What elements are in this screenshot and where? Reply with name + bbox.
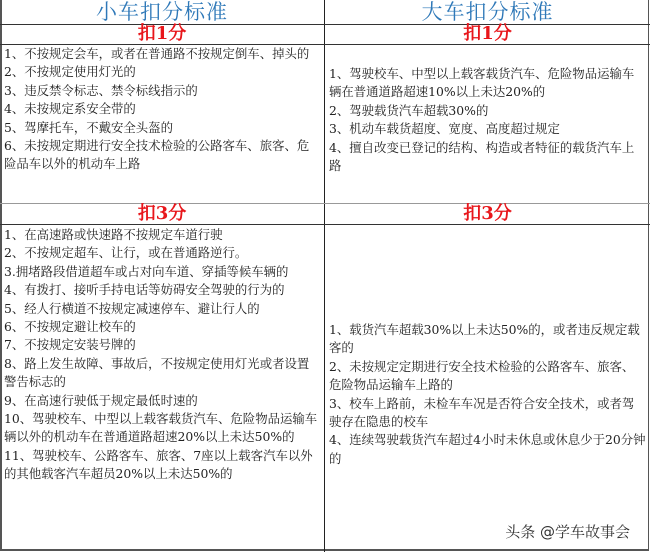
list-item: 7、不按规定安装号牌的 bbox=[4, 337, 136, 353]
list-item: 2、不按规定超车、让行，或在普通路逆行。 bbox=[4, 245, 248, 261]
large-car-1pt-list bbox=[325, 64, 650, 203]
list-item: 4、未按规定系安全带的 bbox=[4, 101, 136, 117]
list-item: 5、经人行横道不按规定减速停车、避让行人的 bbox=[4, 300, 260, 316]
list-item: 3.拥堵路段借道超车或占对向车道、穿插等候车辆的 bbox=[4, 263, 289, 279]
small-car-title: 小车扣分标准 bbox=[96, 0, 228, 24]
list-item: 1、载货汽车超载30%以上未达50%的，或者违反规定载客的 bbox=[329, 322, 640, 356]
list-item: 1、不按规定会车，或者在普通路不按规定倒车、掉头的 bbox=[4, 46, 310, 61]
list-item: 9、在高速行驶低于规定最低时速的 bbox=[4, 392, 198, 408]
list-item: 3、机动车载货超度、宽度、高度超过规定 bbox=[329, 121, 560, 137]
list-item: 8、路上发生故障、事故后，不按规定使用灯光或者设置警告标志的 bbox=[4, 355, 310, 390]
small-car-3pt-list bbox=[0, 225, 324, 550]
watermark: 头条 @学车故事会 bbox=[505, 523, 630, 541]
list-item: 11、驾驶校车、公路客车、旅客、7座以上载客汽车以外的其他载客汽车超员20%以上未达50%的 bbox=[4, 447, 313, 482]
small-car-1pt-label: 扣1分 bbox=[137, 23, 187, 44]
large-car-1pt-label: 扣1分 bbox=[463, 23, 512, 44]
list-item: 10、驾驶校车、中型以上载客载货汽车、危险物品运输车辆以外的机动车在普通道路超速20%以上未达50%的 bbox=[4, 411, 318, 445]
list-item: 4、有拨打、接听手持电话等妨碍安全驾驶的行为的 bbox=[4, 282, 285, 298]
list-item: 3、违反禁令标志、禁令标线指示的 bbox=[4, 82, 198, 98]
list-item: 1、在高速路或快速路不按规定车道行驶 bbox=[4, 227, 223, 242]
list-item: 3、校车上路前，未检车车况是否符合安全技术，或者驾驶存在隐患的校车 bbox=[329, 395, 635, 430]
list-item: 6、未按规定期进行安全技术检验的公路客车、旅客、危险品车以外的机动车上路 bbox=[4, 138, 310, 172]
small-car-1pt-list bbox=[0, 44, 324, 203]
large-car-title: 大车扣分标准 bbox=[421, 0, 554, 24]
list-item: 2、不按规定使用灯光的 bbox=[4, 64, 136, 80]
large-car-3pt-list bbox=[325, 320, 650, 520]
list-item: 4、擅自改变已登记的结构、构造或者特征的载货汽车上路 bbox=[329, 139, 635, 174]
list-item: 5、驾摩托车，不戴安全头盔的 bbox=[4, 119, 173, 135]
list-item: 4、连续驾驶载货汽车超过4小时未休息或休息少于20分钟的 bbox=[329, 432, 646, 466]
list-item: 6、不按规定避让校车的 bbox=[4, 319, 136, 335]
list-item: 2、驾驶载货汽车超载30%的 bbox=[329, 102, 489, 118]
list-item: 1、驾驶校车、中型以上载客载货汽车、危险物品运输车辆在普通道路超速10%以上未达20%的 bbox=[329, 66, 635, 100]
list-item: 2、未按规定定期进行安全技术检验的公路客车、旅客、危险物品运输车上路的 bbox=[329, 358, 635, 393]
large-car-3pt-label: 扣3分 bbox=[463, 203, 512, 224]
small-car-3pt-label: 扣3分 bbox=[137, 203, 187, 224]
